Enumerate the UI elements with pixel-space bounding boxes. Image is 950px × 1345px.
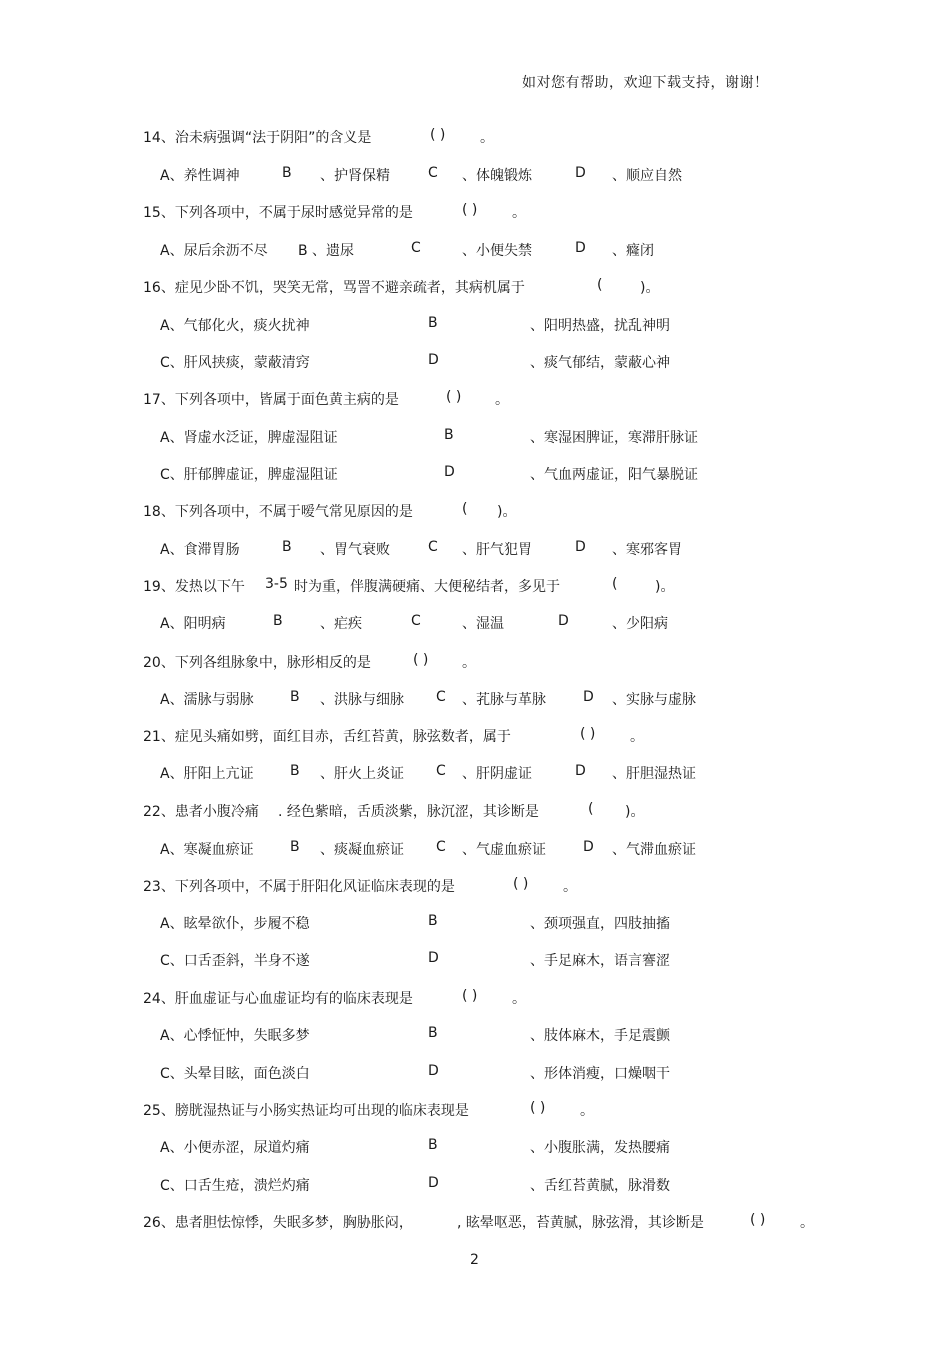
option-a: A、肾虚水泛证，脾虚湿阻证 — [160, 430, 338, 446]
question-stem — [143, 127, 371, 147]
option-b-text: 、颈项强直，四肢抽搐 — [530, 916, 670, 932]
answer-blank: ( ) — [462, 988, 478, 1004]
option-c: C、口舌生疮，溃烂灼痛 — [160, 1178, 310, 1194]
option-d-letter: D — [575, 763, 586, 779]
option-c: C、口舌歪斜，半身不遂 — [160, 953, 310, 969]
option-b-letter: B — [444, 427, 454, 443]
option-b-letter: B — [428, 913, 438, 929]
punctuation: 。 — [580, 1103, 594, 1119]
option-c: C、肝风挟痰，蒙蔽清窍 — [160, 355, 310, 371]
punctuation: 。 — [462, 655, 476, 671]
question-text: 17、下列各项中，皆属于面色黄主病的是 — [143, 392, 399, 408]
option-d-text: 、顺应自然 — [612, 168, 682, 184]
answer-blank-open: ( — [588, 801, 594, 817]
page-number: 2 — [470, 1252, 479, 1268]
option-a: A、阳明病 — [160, 616, 226, 632]
question-text: 23、下列各项中，不属于肝阳化风证临床表现的是 — [143, 879, 455, 895]
option-d-text: 、舌红苔黄腻，脉滑数 — [530, 1178, 670, 1194]
option-d-text: 、形体消瘦，口燥咽干 — [530, 1066, 670, 1082]
option-a: A、气郁化火，痰火扰神 — [160, 318, 310, 334]
option-c-letter: C — [428, 165, 438, 181]
option-b-text: 、疟疾 — [320, 616, 362, 632]
question-text-cont: , 眩晕呕恶，苔黄腻，脉弦滑，其诊断是 — [457, 1215, 704, 1231]
question-text: 26、患者胆怯惊悸，失眠多梦，胸胁胀闷， — [143, 1215, 413, 1231]
option-c-text: 、小便失禁 — [462, 243, 532, 259]
option-a: A、肝阳上亢证 — [160, 766, 254, 782]
answer-blank-close: )。 — [497, 504, 517, 520]
option-d-letter: D — [428, 352, 439, 368]
option-b-text: 、小腹胀满，发热腰痛 — [530, 1140, 670, 1156]
answer-blank-open: ( — [462, 501, 468, 517]
option-d-letter: D — [428, 1063, 439, 1079]
option-b-text: 、痰凝血瘀证 — [320, 842, 404, 858]
answer-blank-close: )。 — [625, 804, 645, 820]
option-a: A、尿后余沥不尽 — [160, 243, 268, 259]
option-c-letter: C — [428, 539, 438, 555]
option-b-text: 、阳明热盛，扰乱神明 — [530, 318, 670, 334]
option-b-letter: B — [290, 839, 300, 855]
option-c: C、肝郁脾虚证，脾虚湿阻证 — [160, 467, 338, 483]
option-c-text: 、气虚血瘀证 — [462, 842, 546, 858]
option-c: C、头晕目眩，面色淡白 — [160, 1066, 310, 1082]
option-d-letter: D — [558, 613, 569, 629]
question-text: 25、膀胱湿热证与小肠实热证均可出现的临床表现是 — [143, 1103, 469, 1119]
answer-blank: ( ) — [530, 1100, 546, 1116]
punctuation: 。 — [480, 130, 494, 146]
question-text-cont: 时为重，伴腹满硬痛、大便秘结者，多见于 — [294, 579, 560, 595]
answer-blank: ( ) — [446, 389, 462, 405]
option-b-text: 、肝火上炎证 — [320, 766, 404, 782]
option-d-letter: D — [575, 165, 586, 181]
punctuation: 。 — [512, 991, 526, 1007]
option-a: A、食滞胃肠 — [160, 542, 240, 558]
option-b: B 、遗尿 — [298, 243, 355, 259]
option-b-text: 、胃气衰败 — [320, 542, 390, 558]
question-text: 19、发热以下午 — [143, 579, 245, 595]
option-d-letter: D — [428, 950, 439, 966]
question-text: 20、下列各组脉象中，脉形相反的是 — [143, 655, 371, 671]
question-text: 18、下列各项中，不属于嗳气常见原因的是 — [143, 504, 413, 520]
option-a: A、养性调神 — [160, 168, 240, 184]
option-c-text: 、芤脉与革脉 — [462, 692, 546, 708]
option-b-letter: B — [282, 539, 292, 555]
option-c-text: 、湿温 — [462, 616, 504, 632]
answer-blank: ( ) — [430, 127, 446, 143]
option-c-text: 、肝气犯胃 — [462, 542, 532, 558]
answer-blank: ( ) — [413, 652, 429, 668]
answer-blank: ( ) — [513, 876, 529, 892]
question-text: 16、症见少卧不饥，哭笑无常，骂詈不避亲疏者，其病机属于 — [143, 280, 525, 296]
option-b-text: 、寒湿困脾证，寒滞肝脉证 — [530, 430, 698, 446]
option-d-text: 、实脉与虚脉 — [612, 692, 696, 708]
option-d-text: 、气滞血瘀证 — [612, 842, 696, 858]
option-b-letter: B — [428, 315, 438, 331]
question-text-number: 3-5 — [265, 576, 288, 592]
punctuation: 。 — [512, 205, 526, 221]
question-text-cont: . 经色紫暗，舌质淡紫，脉沉涩，其诊断是 — [278, 804, 539, 820]
option-c-text: 、肝阴虚证 — [462, 766, 532, 782]
option-d-letter: D — [583, 839, 594, 855]
option-a: A、小便赤涩，尿道灼痛 — [160, 1140, 310, 1156]
option-b-text: 、洪脉与细脉 — [320, 692, 404, 708]
answer-blank: ( ) — [580, 726, 596, 742]
question-text: 24、肝血虚证与心血虚证均有的临床表现是 — [143, 991, 413, 1007]
punctuation: 。 — [563, 879, 577, 895]
option-b-letter: B — [282, 165, 292, 181]
answer-blank-open: ( — [597, 277, 603, 293]
option-b-letter: B — [428, 1025, 438, 1041]
option-b-text: 、肢体麻木，手足震颤 — [530, 1028, 670, 1044]
answer-blank: ( ) — [750, 1212, 766, 1228]
option-c-letter: C — [436, 839, 446, 855]
option-d-letter: D — [428, 1175, 439, 1191]
punctuation: 。 — [630, 729, 644, 745]
option-a: A、心悸怔忡，失眠多梦 — [160, 1028, 310, 1044]
punctuation: 。 — [495, 392, 509, 408]
answer-blank-close: )。 — [655, 579, 675, 595]
option-d-text: 、少阳病 — [612, 616, 668, 632]
option-d-text: 、癃闭 — [612, 243, 654, 259]
option-a: A、寒凝血瘀证 — [160, 842, 254, 858]
option-c-letter: C — [436, 763, 446, 779]
punctuation: 。 — [800, 1215, 814, 1231]
option-b-letter: B — [273, 613, 283, 629]
question-text: 22、患者小腹冷痛 — [143, 804, 259, 820]
option-a: A、濡脉与弱脉 — [160, 692, 254, 708]
option-b-letter: B — [428, 1137, 438, 1153]
option-b-letter: B — [290, 763, 300, 779]
question-text: 14、治未病强调“法于阴阳”的含义是 — [143, 130, 372, 146]
option-d-text: 、寒邪客胃 — [612, 542, 682, 558]
answer-blank-open: ( — [612, 576, 618, 592]
option-b-text: 、护肾保精 — [320, 168, 390, 184]
option-d-text: 、手足麻木，语言謇涩 — [530, 953, 670, 969]
option-a: A、眩晕欲仆，步履不稳 — [160, 916, 310, 932]
option-d-text: 、肝胆湿热证 — [612, 766, 696, 782]
question-text: 21、症见头痛如劈，面红目赤，舌红苔黄，脉弦数者，属于 — [143, 729, 511, 745]
option-d-text: 、痰气郁结，蒙蔽心神 — [530, 355, 670, 371]
header-note: 如对您有帮助，欢迎下载支持，谢谢！ — [522, 75, 769, 91]
option-d-text: 、气血两虚证，阳气暴脱证 — [530, 467, 698, 483]
answer-blank-close: )。 — [640, 280, 660, 296]
option-c-letter: C — [411, 240, 421, 256]
option-c-letter: C — [411, 613, 421, 629]
option-c-letter: C — [436, 689, 446, 705]
option-d-letter: D — [575, 539, 586, 555]
option-c-text: 、体魄锻炼 — [462, 168, 532, 184]
option-b-letter: B — [290, 689, 300, 705]
option-d-letter: D — [575, 240, 586, 256]
option-d-letter: D — [444, 464, 455, 480]
question-text: 15、下列各项中，不属于尿时感觉异常的是 — [143, 205, 413, 221]
option-d-letter: D — [583, 689, 594, 705]
answer-blank: ( ) — [462, 202, 478, 218]
